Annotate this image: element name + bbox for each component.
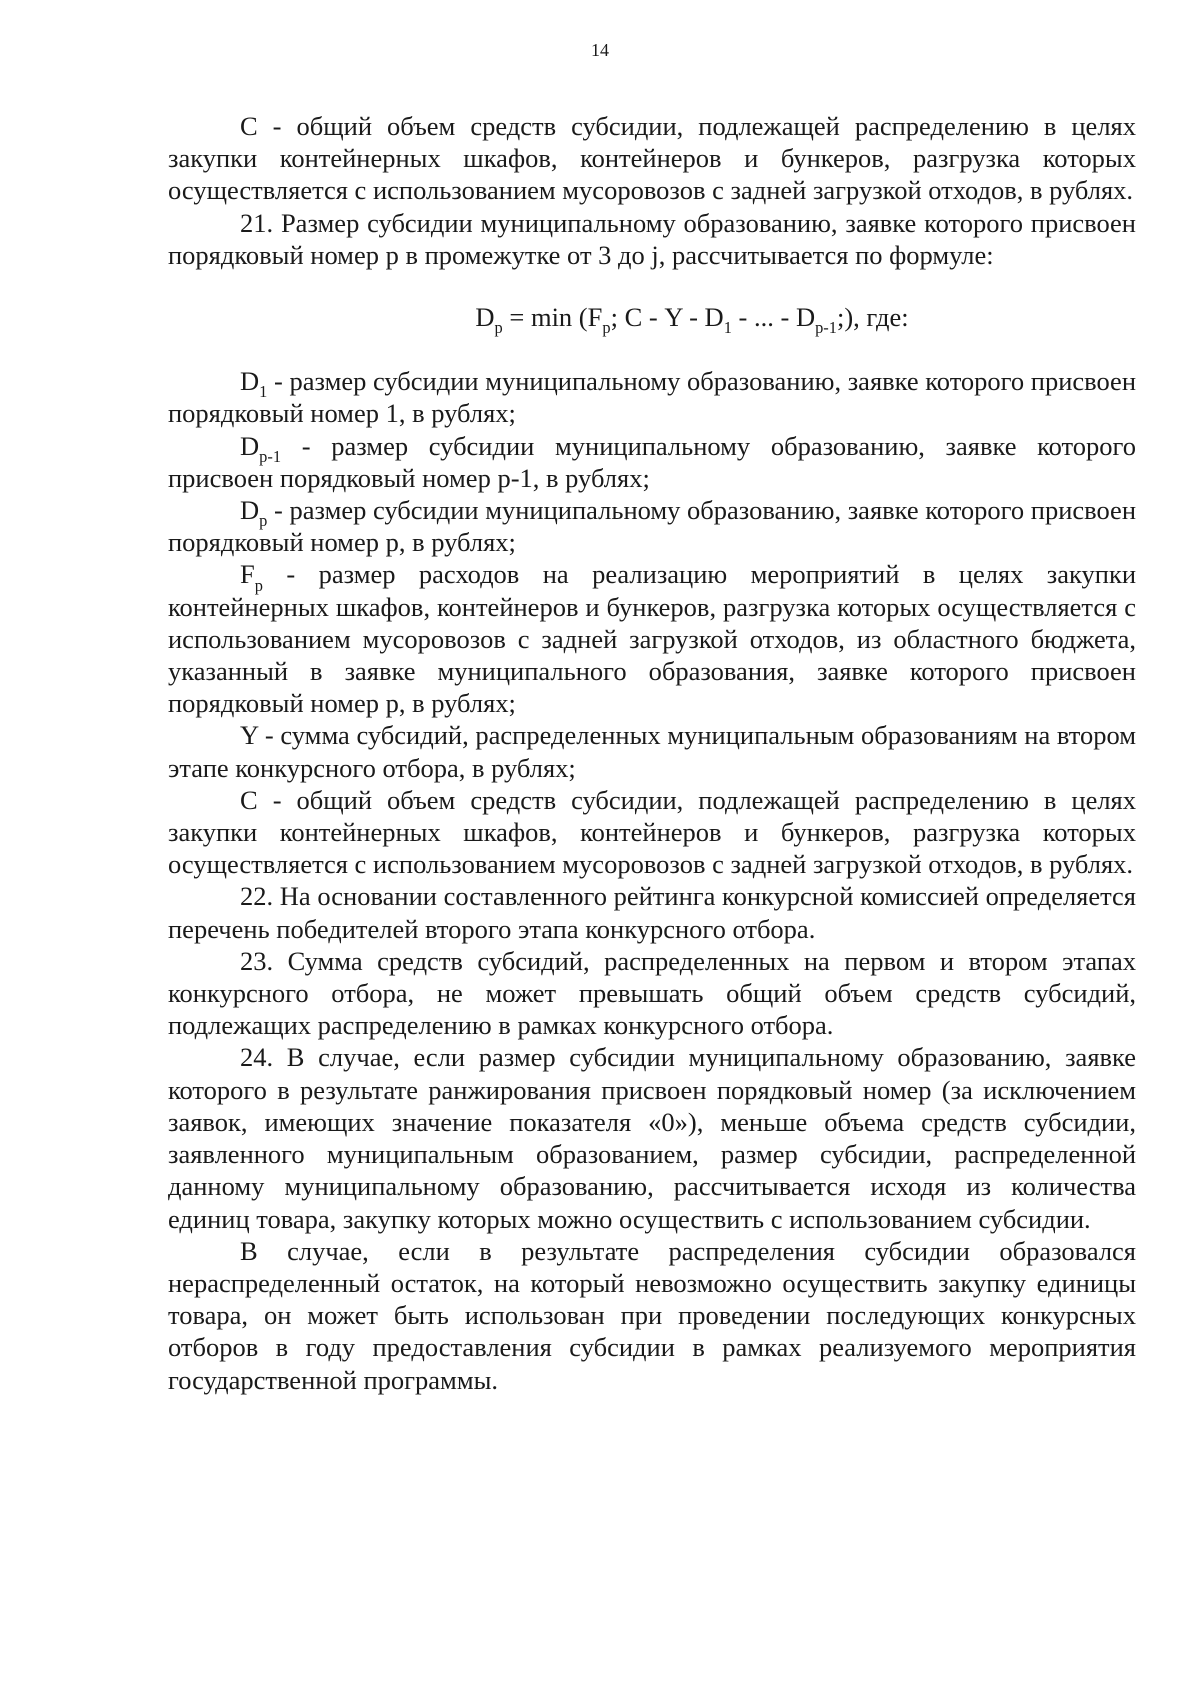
definition-d1: $D_1$ - размер субсидии муниципальному образованию, заявке которого присвоен порядковый номер 1, в рублях; [168, 366, 1136, 429]
paragraph-24-remainder: В случае, если в результате распределения субсидии образовался нераспределенный остаток, на который невозможно осуществить закупку единицы товара, он может быть использован при проведении последующих конкурсных отборов в году предоставления субсидии в рамках реализуемого мероприятия государственной программы. [168, 1235, 1136, 1395]
formula-lhs: D [475, 302, 495, 333]
paragraph-23: 23. Сумма средств субсидий, распределенных на первом и втором этапах конкурсного отбора, не может превышать общий объем средств субсидий, подлежащих распределению в рамках конкурсного отбора. [168, 945, 1136, 1041]
paragraph-c-definition-top: С - общий объем средств субсидии, подлежащей распределению в целях закупки контейнерных шкафов, контейнеров и бункеров, разгрузка которых осуществляется с использованием мусоровозов с задней загрузкой отходов, в рублях. [168, 111, 1136, 206]
document-body [168, 110, 1136, 1396]
definition-fp: $F_p$ - размер расходов на реализацию мероприятий в целях закупки контейнерных шкафов, контейнеров и бункеров, разгрузка которых осуществляется с использованием мусоровозов с задней загрузкой отходов, из областного бюджета, указанный в заявке муниципального образования, заявке которого присвоен порядковый номер p, в рублях; [168, 559, 1136, 719]
definition-c: С - общий объем средств субсидии, подлежащей распределению в целях закупки контейнерных шкафов, контейнеров и бункеров, разгрузка которых осуществляется с использованием мусоровозов с задней загрузкой отходов, в рублях. [168, 784, 1136, 880]
page-number: 14 [591, 40, 609, 60]
paragraph-21: 21. Размер субсидии муниципальному образованию, заявке которого присвоен порядковый номер p в промежутке от 3 до j, рассчитывается по формуле: [168, 207, 1136, 270]
definition-y: Y - сумма субсидий, распределенных муниципальным образованиям на втором этапе конкурсного отбора, в рублях; [168, 720, 1136, 783]
formula: $D_p = \min (F_p$; С - Y - $D_1$ - ... - $D_{p-1}$;), где: [475, 302, 909, 338]
definition-dp: $D_p$ - размер субсидии муниципальному образованию, заявке которого присвоен порядковый номер p, в рублях; [168, 495, 1136, 558]
paragraph-24: 24. В случае, если размер субсидии муниципальному образованию, заявке которого в результате ранжирования присвоен порядковый номер (за исключением заявок, имеющих значение показателя «0»), меньше объема средств субсидии, заявленного муниципальным образованием, размер субсидии, распределенной данному муниципальному образованию, рассчитывается исходя из количества единиц товара, закупку которых можно осуществить с использованием субсидии. [168, 1042, 1136, 1234]
paragraph-22: 22. На основании составленного рейтинга конкурсной комиссией определяется перечень победителей второго этапа конкурсного отбора. [168, 881, 1136, 944]
definition-dp-1: $D_{p-1}$ - размер субсидии муниципальному образованию, заявке которого присвоен порядковый номер p-1, в рублях; [168, 430, 1136, 493]
